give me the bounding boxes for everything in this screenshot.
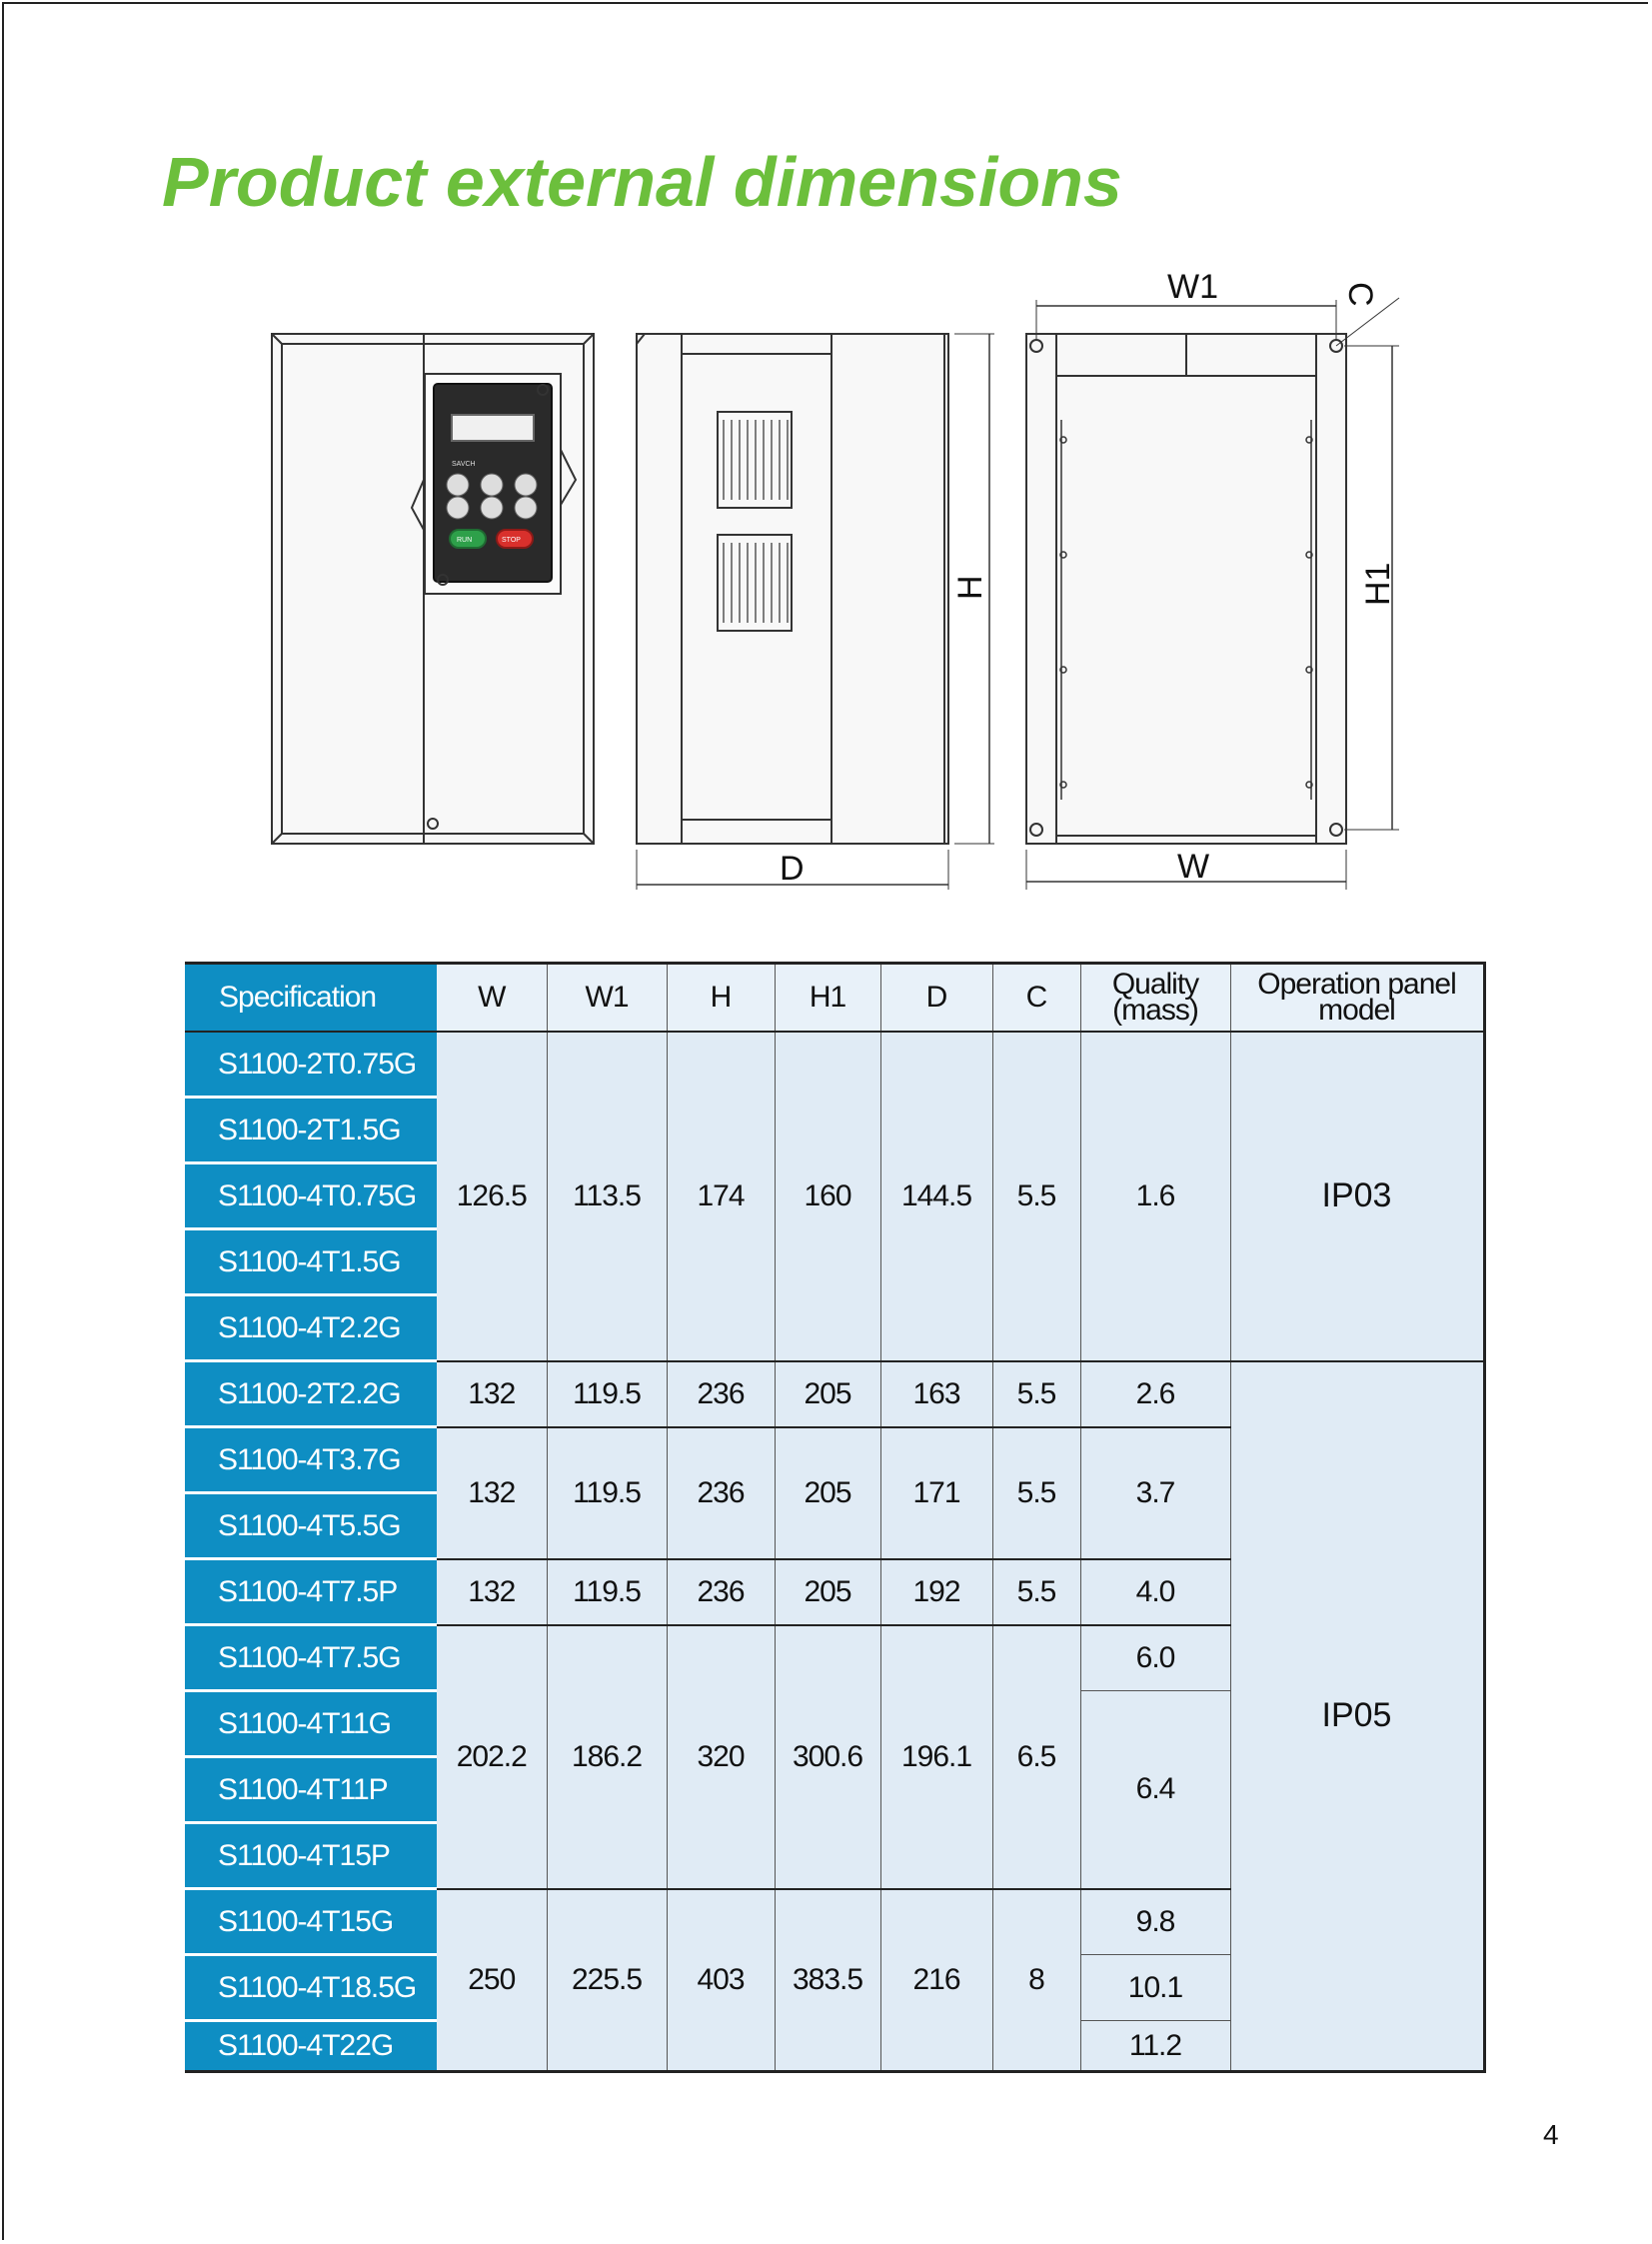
value-c: 8: [992, 1889, 1080, 2072]
value-h: 403: [667, 1889, 775, 2072]
value-w1: 186.2: [547, 1625, 667, 1889]
header-quality-line2: (mass): [1112, 994, 1198, 1027]
value-c: 6.5: [992, 1625, 1080, 1889]
spec-cell: S1100-2T1.5G: [185, 1098, 437, 1163]
header-specification: Specification: [185, 964, 437, 1033]
value-h1: 205: [775, 1361, 880, 1427]
value-h1: 160: [775, 1032, 880, 1361]
value-d: 144.5: [880, 1032, 992, 1361]
header-panel-line1: Operation panel: [1257, 968, 1456, 1001]
panel-model: IP03: [1230, 1032, 1484, 1361]
value-mass: 9.8: [1080, 1889, 1230, 1955]
value-c: 5.5: [992, 1032, 1080, 1361]
page-title: Product external dimensions: [162, 143, 1122, 221]
stop-key-label: STOP: [502, 537, 521, 544]
spec-cell: S1100-4T1.5G: [185, 1229, 437, 1295]
value-h1: 383.5: [775, 1889, 880, 2072]
value-mass: 2.6: [1080, 1361, 1230, 1427]
spec-cell: S1100-4T18.5G: [185, 1955, 437, 2021]
spec-cell: S1100-4T15P: [185, 1823, 437, 1889]
value-d: 196.1: [880, 1625, 992, 1889]
header-quality-line1: Quality: [1111, 968, 1199, 1001]
value-d: 216: [880, 1889, 992, 2072]
spec-cell: S1100-4T15G: [185, 1889, 437, 1955]
header-panel-line2: model: [1318, 994, 1395, 1027]
panel-model: IP05: [1230, 1361, 1484, 2072]
value-h: 174: [667, 1032, 775, 1361]
value-w1: 119.5: [547, 1361, 667, 1427]
value-h: 236: [667, 1559, 775, 1625]
header-quality: [1080, 964, 1230, 1033]
value-w1: 119.5: [547, 1427, 667, 1559]
run-key-label: RUN: [457, 537, 473, 544]
value-h1: 205: [775, 1427, 880, 1559]
spec-cell: S1100-4T22G: [185, 2021, 437, 2072]
spec-cell: S1100-4T7.5P: [185, 1559, 437, 1625]
value-mass: 6.0: [1080, 1625, 1230, 1691]
keypad-brand: SAVCH: [452, 461, 476, 468]
value-mass: 3.7: [1080, 1427, 1230, 1559]
value-mass: 6.4: [1080, 1691, 1230, 1889]
header-w1: W1: [547, 964, 667, 1033]
spec-cell: S1100-4T2.2G: [185, 1295, 437, 1361]
side-view-drawing: [637, 334, 994, 890]
value-w1: 119.5: [547, 1559, 667, 1625]
header-d: D: [880, 964, 992, 1033]
dim-label-w: W: [1177, 848, 1210, 886]
value-mass: 10.1: [1080, 1955, 1230, 2021]
spec-cell: S1100-4T3.7G: [185, 1427, 437, 1493]
value-c: 5.5: [992, 1361, 1080, 1427]
page-number: 4: [1543, 2119, 1559, 2150]
dim-label-w1: W1: [1167, 268, 1218, 306]
value-mass: 1.6: [1080, 1032, 1230, 1361]
spec-cell: S1100-4T11P: [185, 1757, 437, 1823]
value-h: 320: [667, 1625, 775, 1889]
value-w: 250: [437, 1889, 547, 2072]
value-c: 5.5: [992, 1559, 1080, 1625]
spec-cell: S1100-4T11G: [185, 1691, 437, 1757]
value-h: 236: [667, 1427, 775, 1559]
dimension-drawings: [0, 0, 1652, 900]
dim-label-h: H: [951, 575, 989, 600]
value-w: 132: [437, 1559, 547, 1625]
value-d: 192: [880, 1559, 992, 1625]
table-row: [185, 1361, 1484, 1427]
value-mass: 4.0: [1080, 1559, 1230, 1625]
value-h1: 205: [775, 1559, 880, 1625]
header-w: W: [437, 964, 547, 1033]
spec-cell: S1100-4T7.5G: [185, 1625, 437, 1691]
spec-cell: S1100-2T2.2G: [185, 1361, 437, 1427]
value-d: 163: [880, 1361, 992, 1427]
value-w: 202.2: [437, 1625, 547, 1889]
value-mass: 11.2: [1080, 2021, 1230, 2072]
header-h: H: [667, 964, 775, 1033]
value-c: 5.5: [992, 1427, 1080, 1559]
header-panel: [1230, 964, 1484, 1033]
specification-table: [185, 962, 1486, 2073]
spec-cell: S1100-2T0.75G: [185, 1032, 437, 1098]
value-w: 132: [437, 1427, 547, 1559]
value-w1: 113.5: [547, 1032, 667, 1361]
value-w: 126.5: [437, 1032, 547, 1361]
dim-label-c: C: [1341, 282, 1379, 307]
header-c: C: [992, 964, 1080, 1033]
back-view-drawing: [1026, 298, 1399, 890]
value-w1: 225.5: [547, 1889, 667, 2072]
spec-cell: S1100-4T0.75G: [185, 1163, 437, 1229]
table-header-row: [185, 964, 1484, 1033]
dim-label-d: D: [780, 850, 805, 888]
value-h: 236: [667, 1361, 775, 1427]
spec-cell: S1100-4T5.5G: [185, 1493, 437, 1559]
dim-label-h1: H1: [1359, 562, 1397, 606]
front-view-drawing: [272, 334, 594, 844]
table-row: [185, 1032, 1484, 1098]
value-w: 132: [437, 1361, 547, 1427]
value-d: 171: [880, 1427, 992, 1559]
value-h1: 300.6: [775, 1625, 880, 1889]
header-h1: H1: [775, 964, 880, 1033]
